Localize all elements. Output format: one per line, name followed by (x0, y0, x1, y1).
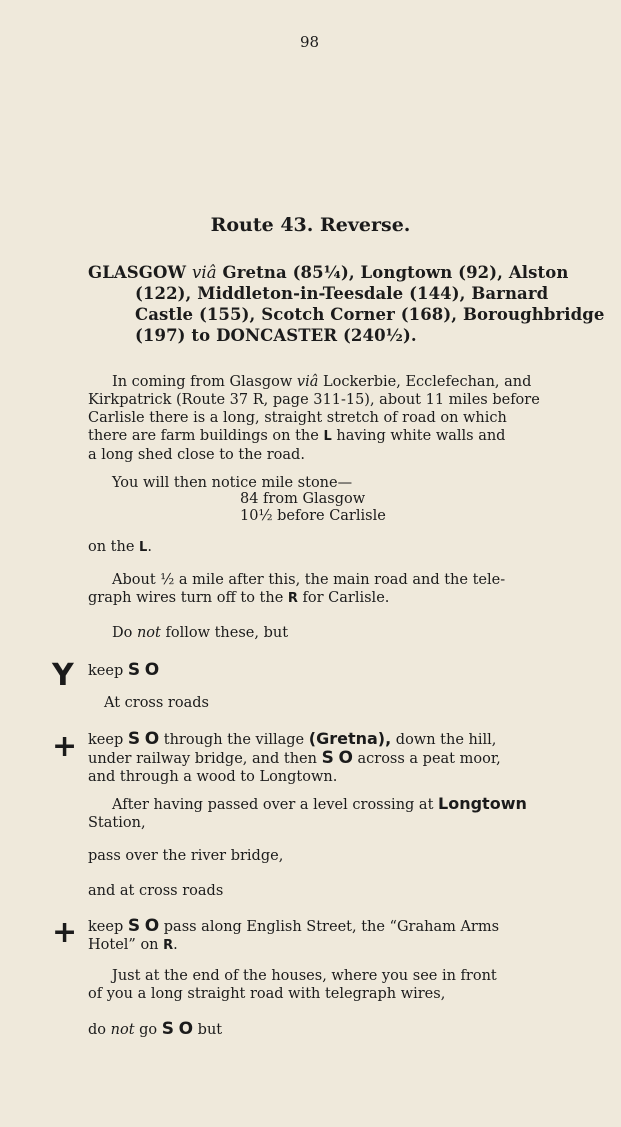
milestone-line-1: 84 from Glasgow (240, 491, 366, 507)
milestone-line-2: 10½ before Carlisle (240, 508, 386, 524)
cross-roads-symbol: + (52, 729, 78, 764)
route-summary-line-2: (122), Middleton-in-Teesdale (144), Barnard (135, 284, 549, 303)
milestone-intro: You will then notice mile stone— (112, 475, 353, 491)
at-cross-roads: At cross roads (104, 695, 209, 711)
river-bridge: pass over the river bridge, (88, 848, 284, 864)
left-indicator: L (139, 540, 148, 555)
straight-on-o: O (144, 660, 160, 680)
route-summary (88, 262, 605, 346)
paragraph-end-of-houses: Just at the end of the houses, where you see in front of you a long straight road with telegraph wires, (88, 968, 497, 1002)
route-title: Route 43. Reverse. (210, 214, 411, 236)
and-at-cross-roads: and at cross roads (88, 883, 224, 899)
place-gretna: (Gretna), (308, 729, 392, 748)
paragraph-gretna: keep S O through the village (Gretna), down the hill, under railway bridge, and then S O across a peat moor, and through a wood to Longtown. (88, 729, 501, 785)
left-indicator: L (323, 429, 332, 444)
cross-roads-symbol: + (52, 915, 78, 950)
paragraph-english-street: keep S O pass along English Street, the “Graham Arms Hotel” on R. (88, 916, 500, 953)
route-summary-line-1: GLASGOW viâ Gretna (85¼), Longtown (92), Alston (88, 263, 569, 282)
do-not-follow: Do not follow these, but (112, 625, 289, 641)
paragraph-intro: In coming from Glasgow viâ Lockerbie, Ecclefechan, and Kirkpatrick (Route 37 R, page 311-15), about 11 miles before Carlisle there is a long, straight stretch of road on which there are farm buildings on the L having white walls and a long shed close to the road. (88, 374, 540, 463)
paragraph-half-mile: About ½ a mile after this, the main road and the tele- graph wires turn off to the R for Carlisle. (88, 572, 506, 606)
on-the-left: on the L. (88, 539, 152, 555)
page-number: 98 (300, 33, 320, 51)
route-summary-line-3: Castle (155), Scotch Corner (168), Boroughbridge (135, 305, 605, 324)
route-summary-line-4: (197) to DONCASTER (240½). (135, 326, 417, 345)
paragraph-longtown: After having passed over a level crossing at Longtown Station, (88, 794, 527, 831)
right-indicator: R (163, 938, 174, 953)
do-not-go-straight: do not go S O but (88, 1019, 223, 1039)
keep-straight-on: keep S O (88, 660, 160, 680)
fork-road-symbol: Y (52, 658, 74, 693)
right-indicator: R (287, 591, 298, 606)
straight-on-s: S (127, 660, 141, 680)
place-longtown: Longtown (438, 794, 527, 813)
